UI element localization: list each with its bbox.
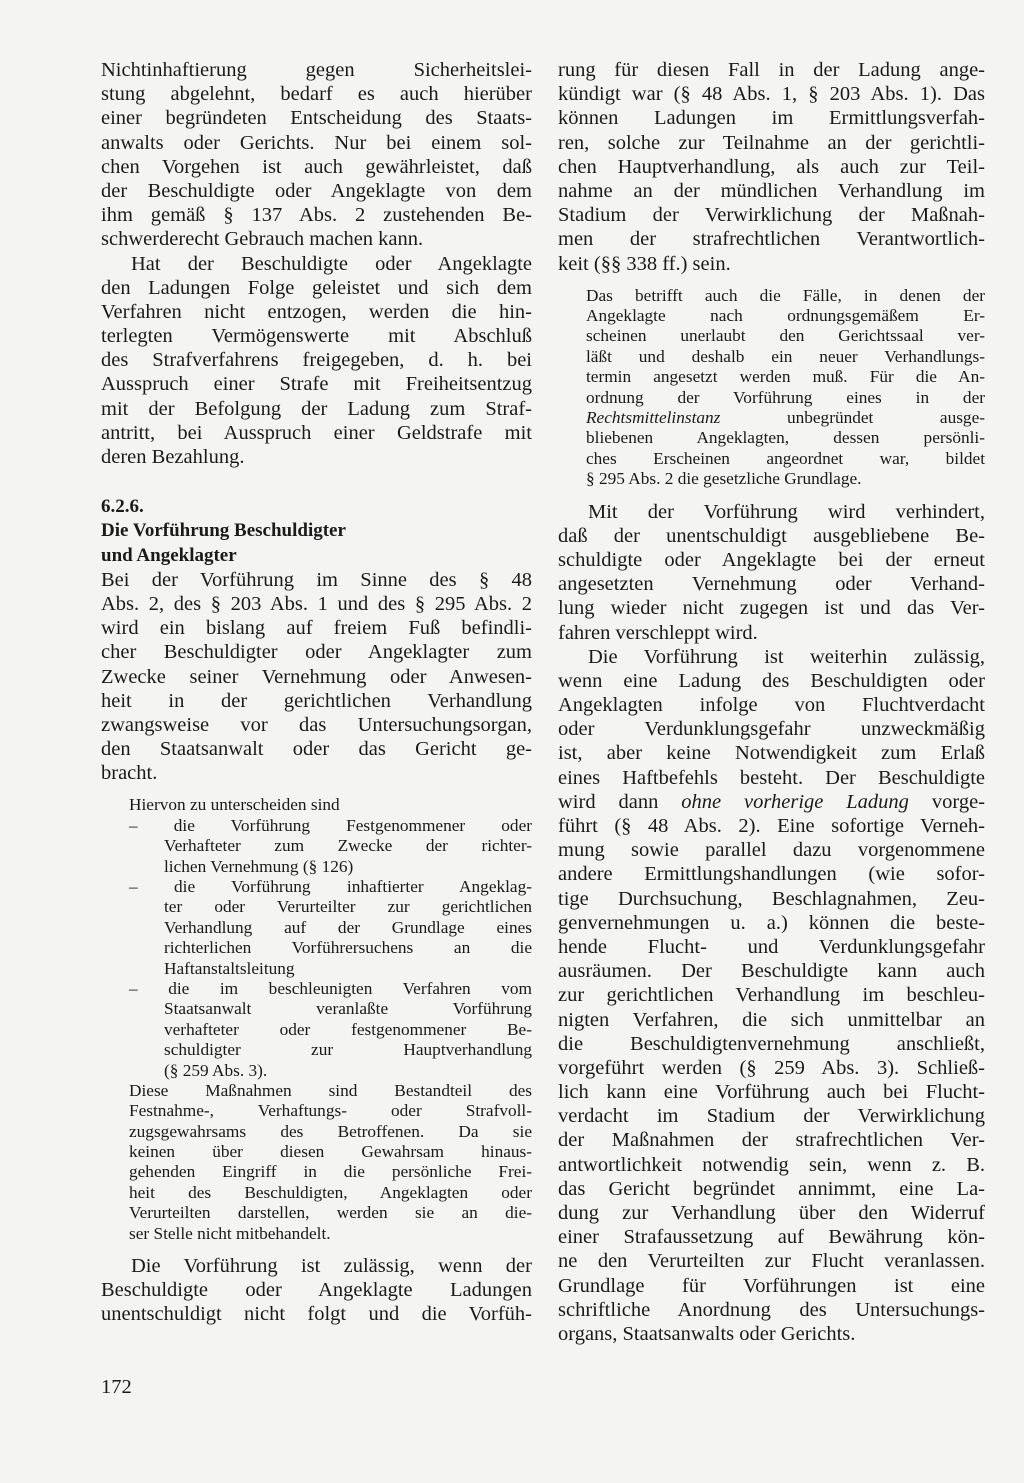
section-title: und Angeklagter (101, 544, 237, 566)
text-line: antritt, bei Ausspruch einer Geldstrafe mit (101, 421, 532, 444)
text-line: Abs. 2, des § 203 Abs. 1 und des § 295 Abs. 2 (101, 592, 532, 615)
small-print-block (558, 286, 985, 490)
text-line: verhafteter oder festgenommener Be- (164, 1019, 532, 1039)
text-line: angesetzten Vernehmung oder Verhand- (558, 573, 985, 596)
text-line: unentschuldigt nicht folgt und die Vorfüh- (101, 1303, 532, 1326)
text-line: Diese Maßnahmen sind Bestandteil des (129, 1080, 532, 1100)
text-line: des Strafverfahrens freigegeben, d. h. bei (101, 349, 532, 372)
text-line: die Beschuldigtenvernehmung anschließt, (558, 1032, 985, 1055)
text-line: lichen Vernehmung (§ 126) (164, 856, 354, 876)
text-line: der Beschuldigte oder Angeklagte von dem (101, 179, 532, 202)
text-line: den Ladungen Folge geleistet und sich dem (101, 276, 532, 299)
text-line: Nichtinhaftierung gegen Sicherheitslei- (101, 59, 532, 81)
text-line: zwangsweise vor das Untersuchungsorgan, (101, 713, 532, 736)
text-line: heit in der gerichtlichen Verhandlung (101, 689, 532, 712)
text-line: cher Beschuldigter oder Angeklagter zum (101, 641, 532, 664)
text-line: bliebenen Angeklagten, dessen persönli- (586, 428, 985, 448)
text-line: oder Verdunklungsgefahr unzweckmäßig (558, 718, 985, 741)
text-line: andere Ermittlungshandlungen (wie sofor- (558, 863, 985, 886)
text-line: Hat der Beschuldigte oder Angeklagte (131, 252, 532, 275)
text-line: Angeklagte nach ordnungsgemäßem Er- (586, 306, 985, 326)
text-line: genvernehmungen u. a.) können die beste- (558, 911, 985, 934)
text-line: Staatsanwalt veranlaßte Vorführung (164, 999, 532, 1019)
paragraph (558, 58, 985, 276)
text-line: können Ladungen im Ermittlungsverfah- (558, 107, 985, 130)
text-line: eines Haftbefehls besteht. Der Beschuldigte (558, 766, 985, 789)
text-line: ne den Verurteilten zur Flucht veranlassen. (558, 1250, 985, 1273)
text-line: Ausspruch einer Strafe mit Freiheitsentzug (101, 373, 532, 396)
text-line: Verfahren nicht entzogen, werden die hin- (101, 300, 532, 323)
paragraph (101, 252, 532, 470)
text-line: Haftanstaltsleitung (164, 958, 295, 978)
small-print-block (101, 795, 532, 1244)
text-line: organs, Staatsanwalts oder Gerichts. (558, 1322, 856, 1345)
text-line: Grundlage für Vorführungen ist eine (558, 1274, 985, 1297)
text-line: Bei der Vorführung im Sinne des § 48 (101, 568, 532, 591)
section-number: 6.2.6. (101, 496, 144, 518)
text-line: zugsgewahrsams des Betroffenen. Da sie (129, 1121, 532, 1141)
paragraph (101, 568, 532, 786)
text-line: fahren verschleppt wird. (558, 621, 758, 644)
text-line: scheinen unerlaubt den Gerichtssaal ver- (586, 326, 985, 346)
text-line: chen Hauptverhandlung, als auch zur Teil- (558, 155, 985, 178)
list-item: – die Vorführung inhaftierter Angeklag- (129, 877, 532, 896)
text-line: ren, solche zur Teilnahme an der gerichtli- (558, 131, 985, 154)
text-line: Rechtsmittelinstanz unbegründet ausge- (586, 408, 985, 428)
text-line: wird ein bislang auf freiem Fuß befindli- (101, 617, 532, 640)
text-line: keit (§§ 338 ff.) sein. (558, 252, 731, 275)
text-line: lich kann eine Vorführung auch bei Flucht- (558, 1081, 985, 1104)
text-line: ches Erscheinen angeordnet war, bildet (586, 448, 985, 468)
text-line: terlegten Vermögenswerte mit Abschluß (101, 325, 532, 348)
text-line: bracht. (101, 762, 158, 785)
left-column (101, 58, 532, 1327)
text-line: nahme an der mündlichen Verhandlung im (558, 179, 985, 202)
text-line: ihm gemäß § 137 Abs. 2 zustehenden Be- (101, 204, 532, 227)
text-line: men der strafrechtlichen Verantwortlich- (558, 228, 985, 251)
text-line: Verhandlung auf der Grundlage eines (164, 917, 532, 937)
text-line: chen Vorgehen ist auch gewährleistet, daß (101, 155, 532, 178)
text-line: Die Vorführung ist zulässig, wenn der (131, 1255, 532, 1278)
text-line: Hiervon zu unterscheiden sind (129, 795, 340, 815)
section-title: Die Vorführung Beschuldigter (101, 520, 346, 542)
text-line: tige Durchsuchung, Beschlagnahmen, Zeu- (558, 887, 985, 910)
text-line: Angeklagten infolge von Fluchtverdacht (558, 694, 985, 717)
paragraph (558, 500, 985, 645)
section-heading (101, 495, 532, 568)
text-line: (§ 259 Abs. 3). (164, 1060, 268, 1080)
text-line: § 295 Abs. 2 die gesetzliche Grundlage. (586, 469, 862, 489)
text-line: Zwecke seiner Vernehmung oder Anwesen- (101, 665, 532, 688)
text-line: das Gericht begründet annimmt, eine La- (558, 1177, 985, 1200)
text-line: schwerderecht Gebrauch machen kann. (101, 228, 424, 251)
text-line: wenn eine Ladung des Beschuldigten oder (558, 669, 985, 692)
text-line: daß der unentschuldigt ausgebliebene Be- (558, 524, 985, 547)
text-line: ordnung der Vorführung eines in der (586, 387, 985, 407)
text-line: hende Flucht- und Verdunklungsgefahr (558, 935, 985, 958)
text-line: schriftliche Anordnung des Untersuchungs- (558, 1298, 985, 1321)
text-line: läßt und deshalb ein neuer Verhandlungs- (586, 346, 985, 366)
paragraph (101, 1254, 532, 1327)
text-line: einer Strafaussetzung auf Bewährung kön- (558, 1226, 985, 1249)
text-line: mit der Befolgung der Ladung zum Straf- (101, 397, 532, 420)
text-line: einer begründeten Entscheidung des Staats- (101, 107, 532, 130)
text-line: ist, aber keine Notwendigkeit zum Erlaß (558, 742, 985, 765)
text-line: ter oder Verurteilter zur gerichtlichen (164, 897, 532, 917)
text-line: gehenden Eingriff in die persönliche Frei- (129, 1162, 532, 1182)
text-line: Verurteilten darstellen, werden sie an die- (129, 1203, 532, 1223)
text-line: stung abgelehnt, bedarf es auch hierüber (101, 83, 532, 106)
text-line: Mit der Vorführung wird verhindert, (588, 500, 985, 523)
paragraph (558, 645, 985, 1346)
list-item: – die im beschleunigten Verfahren vom (129, 978, 532, 998)
text-line: keinen über diesen Gewahrsam hinaus- (129, 1142, 532, 1162)
text-line: ausräumen. Der Beschuldigte kann auch (558, 960, 985, 983)
text-line: anwalts oder Gerichts. Nur bei einem sol- (101, 131, 532, 154)
text-line: dung zur Verhandlung über den Widerruf (558, 1202, 985, 1225)
text-line: führt (§ 48 Abs. 2). Eine sofortige Verneh- (558, 815, 985, 838)
text-line: verdacht im Stadium der Verwirklichung (558, 1105, 985, 1128)
text-line: heit des Beschuldigten, Angeklagten oder (129, 1182, 532, 1202)
text-line: nigten Verfahren, die sich unmittelbar an (558, 1008, 985, 1031)
text-line: der Maßnahmen der strafrechtlichen Ver- (558, 1129, 985, 1152)
text-line: Stadium der Verwirklichung der Maßnah- (558, 204, 985, 227)
text-line: schuldigte oder Angeklagte bei der erneut (558, 548, 985, 571)
text-line: antwortlichkeit notwendig sein, wenn z. B. (558, 1153, 985, 1176)
text-line: Verhafteter zum Zwecke der richter- (164, 836, 532, 856)
text-line: vorgeführt werden (§ 259 Abs. 3). Schließ- (558, 1056, 985, 1079)
page-number: 172 (101, 1376, 132, 1398)
text-line: wird dann ohne vorherige Ladung vorge- (558, 790, 985, 813)
text-line: Festnahme-, Verhaftungs- oder Strafvoll- (129, 1101, 532, 1121)
text-line: ser Stelle nicht mitbehandelt. (129, 1223, 331, 1243)
text-line: rung für diesen Fall in der Ladung ange- (558, 59, 985, 81)
text-line: Das betrifft auch die Fälle, in denen der (586, 285, 985, 305)
text-line: den Staatsanwalt oder das Gericht ge- (101, 738, 532, 761)
text-line: mung sowie parallel dazu vorgenommene (558, 839, 985, 862)
list-item: – die Vorführung Festgenommener oder (129, 815, 532, 835)
text-line: termin angesetzt werden muß. Für die An- (586, 367, 985, 387)
text-line: richterlichen Vorführersuchens an die (164, 938, 532, 958)
text-line: zur gerichtlichen Verhandlung im beschleu- (558, 984, 985, 1007)
text-line: kündigt war (§ 48 Abs. 1, § 203 Abs. 1). Das (558, 83, 985, 106)
text-line: schuldigter zur Hauptverhandlung (164, 1040, 532, 1060)
right-column (558, 58, 985, 1346)
text-line: deren Bezahlung. (101, 446, 245, 468)
paragraph (101, 58, 532, 252)
text-line: Beschuldigte oder Angeklagte Ladungen (101, 1279, 532, 1302)
text-line: Die Vorführung ist weiterhin zulässig, (588, 645, 985, 668)
text-line: lung wieder nicht zugegen ist und das Ver- (558, 597, 985, 620)
